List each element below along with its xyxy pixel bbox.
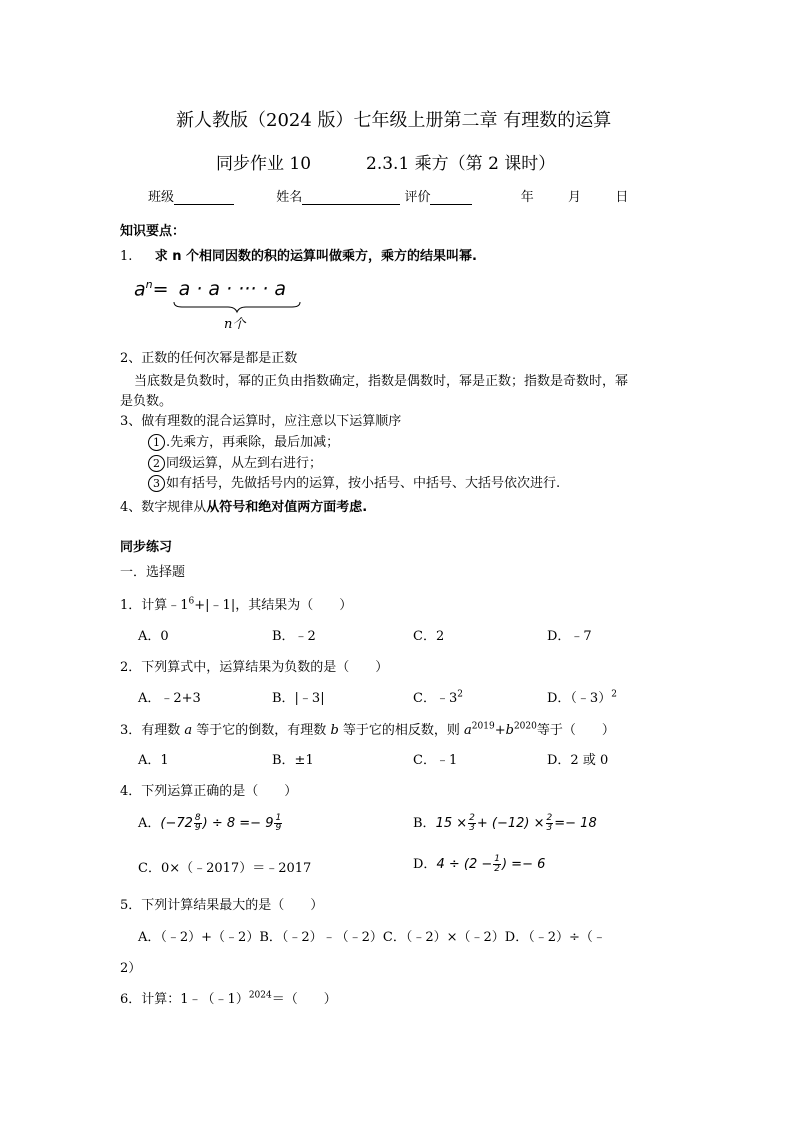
item-3-text: 如有括号，先做括号内的运算，按小括号、中括号、大括号依次进行.	[166, 476, 561, 491]
question-5-stem: 5．下列计算结果最大的是（ ）	[120, 898, 324, 913]
question-1-option-d[interactable]: D．﹣7	[547, 629, 592, 644]
point-4-bold: 从符号和绝对值两方面考虑.	[206, 500, 368, 515]
formula-underbrace	[172, 300, 302, 314]
formula-base: a	[134, 278, 146, 301]
question-1-option-b[interactable]: B．﹣2	[272, 629, 316, 644]
question-2-option-b[interactable]: B．|﹣3|	[272, 691, 325, 706]
knowledge-point-4	[120, 496, 367, 515]
knowledge-point-3-item-3	[148, 472, 560, 492]
subtitle-left: 同步作业 10	[216, 154, 312, 174]
page-title: 新人教版（2024 版）七年级上册第二章 有理数的运算	[176, 110, 612, 131]
class-label: 班级	[148, 190, 175, 205]
point-1-text: 求 n 个相同因数的积的运算叫做乘方，乘方的结果叫幂.	[154, 249, 477, 264]
question-3-option-a[interactable]: A．1	[138, 753, 169, 768]
circled-number-3: 3	[148, 475, 165, 492]
subtitle-right: 2.3.1 乘方（第 2 课时）	[366, 154, 556, 174]
knowledge-heading: 知识要点：	[120, 224, 186, 239]
question-1-option-c[interactable]: C．2	[413, 629, 445, 644]
question-3-stem: 3．有理数 a 等于它的倒数，有理数 b 等于它的相反数，则 $a^{2019}+b^{2020}$等于（ ）	[120, 721, 615, 738]
question-6-stem: 6．计算：1﹣（﹣1）$^{2024}$＝（ ）	[120, 990, 337, 1007]
question-5-options-continued: 2）	[120, 961, 142, 976]
name-blank[interactable]	[302, 190, 400, 205]
question-2-stem: 2．下列算式中，运算结果为负数的是（ ）	[120, 660, 389, 675]
question-4-stem: 4．下列运算正确的是（ ）	[120, 784, 298, 799]
knowledge-point-2: 2、正数的任何次幂是都是正数	[120, 351, 298, 366]
item-1-text: .先乘方，再乘除，最后加减；	[166, 435, 340, 450]
question-3-option-c[interactable]: C．﹣1	[413, 753, 458, 768]
point-4-prefix: 4、数字规律从	[120, 500, 207, 515]
eval-label: 评价	[404, 190, 431, 205]
name-label: 姓名	[276, 190, 303, 205]
formula-exponent: n	[145, 278, 153, 291]
question-1-option-a[interactable]: A．0	[138, 629, 169, 644]
knowledge-point-2-line2: 是负数。	[120, 394, 173, 409]
day-label: 日	[615, 190, 629, 205]
knowledge-point-2-line1: 当底数是负数时，幂的正负由指数确定，指数是偶数时，幂是正数；指数是奇数时，幂	[134, 374, 629, 389]
formula-under-label: n个	[224, 317, 246, 332]
knowledge-point-3: 3、做有理数的混合运算时，应注意以下运算顺序	[120, 414, 402, 429]
question-5-options[interactable]: A．（﹣2）+（﹣2）B．（﹣2）﹣（﹣2）C．（﹣2）×（﹣2）D．（﹣2）÷（﹣	[138, 930, 606, 945]
question-2-option-d[interactable]: D．（﹣3）$^2$	[547, 689, 617, 706]
eval-blank[interactable]	[430, 190, 472, 205]
section-heading: 一．选择题	[120, 565, 186, 580]
question-1-stem: 1．计算$﹣1^6+|﹣1|$，其结果为（ ）	[120, 596, 353, 613]
knowledge-point-3-item-2	[148, 452, 322, 472]
knowledge-point-1	[120, 245, 477, 264]
item-2-text: 同级运算，从左到右进行；	[166, 456, 323, 471]
question-3-option-d[interactable]: D．2 或 0	[547, 753, 609, 768]
circled-number-1: 1	[148, 434, 165, 451]
question-4-option-a[interactable]: A．(−72 $\frac{8}{9}$ ) ÷ 8 =− 9 $\frac{1}{9}$	[138, 813, 282, 833]
power-formula	[134, 278, 286, 300]
question-2-option-c[interactable]: C．$﹣3^2$	[413, 689, 463, 706]
question-3-option-b[interactable]: B．±1	[272, 753, 314, 768]
info-row	[148, 186, 628, 205]
question-4-option-c[interactable]: C．0×（﹣2017）＝﹣2017	[138, 861, 312, 876]
year-label: 年	[520, 190, 534, 205]
class-blank[interactable]	[174, 190, 234, 205]
formula-product: a · a · ··· · a	[178, 278, 287, 301]
circled-number-2: 2	[148, 455, 165, 472]
formula-equals: =	[152, 278, 169, 301]
point-1-number: 1.	[120, 249, 133, 264]
month-label: 月	[568, 190, 582, 205]
question-4-option-d[interactable]: D．4 ÷ (2 − $\frac{1}{2}$ ) =− 6	[413, 854, 546, 874]
question-4-option-b[interactable]: B．15 × $\frac{2}{3}$ + (−12) × $\frac{2}{3}$ =− 18	[413, 813, 597, 833]
practice-heading: 同步练习	[120, 540, 173, 555]
question-2-option-a[interactable]: A．﹣2+3	[138, 691, 201, 706]
knowledge-point-3-item-1	[148, 431, 339, 451]
